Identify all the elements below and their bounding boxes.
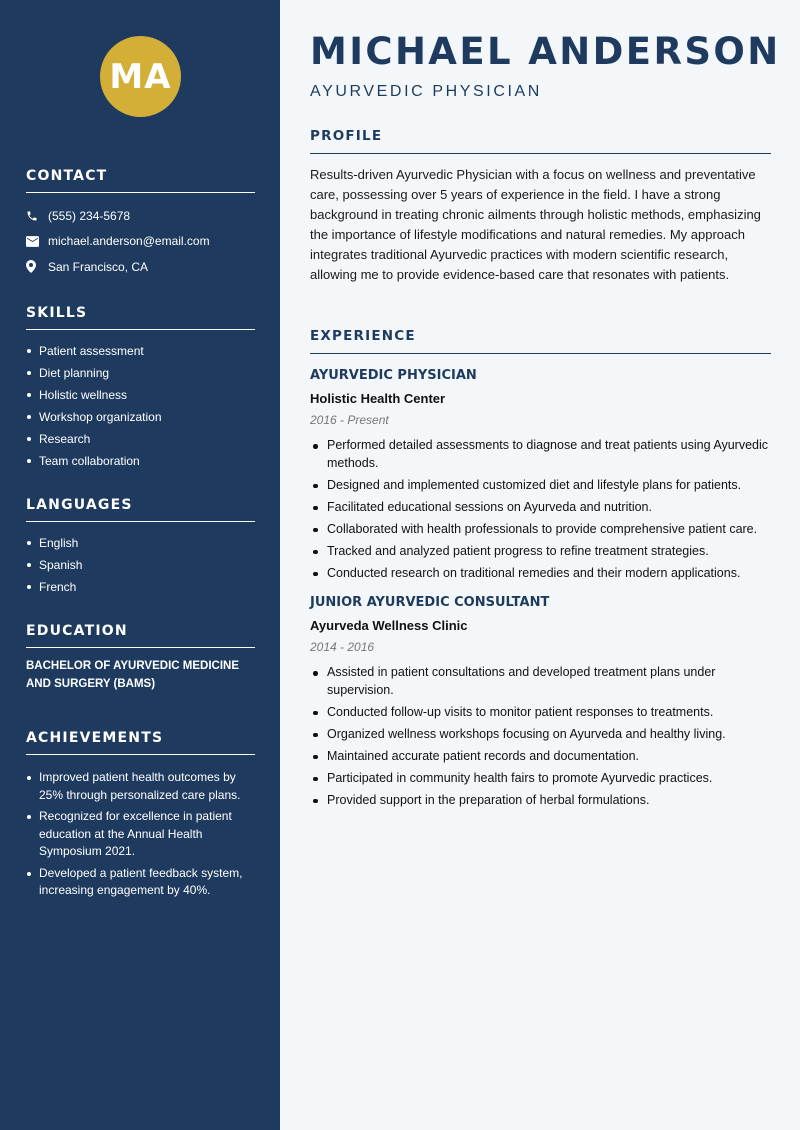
skill-item: Holistic wellness: [26, 384, 255, 406]
languages-list: [26, 532, 255, 598]
achievement-item: Improved patient health outcomes by 25% through personalized care plans.: [26, 769, 255, 804]
profile-section: [310, 128, 771, 286]
job-entry: [310, 367, 771, 582]
profile-heading: PROFILE: [310, 128, 771, 154]
achievement-item: Developed a patient feedback system, increasing engagement by 40%.: [26, 865, 255, 900]
job-bullet: Maintained accurate patient records and documentation.: [310, 748, 771, 766]
languages-heading: LANGUAGES: [26, 497, 255, 522]
job-bullet: Facilitated educational sessions on Ayurveda and nutrition.: [310, 499, 771, 517]
job-bullet: Assisted in patient consultations and developed treatment plans under supervision.: [310, 664, 771, 699]
skill-item: Research: [26, 428, 255, 450]
education-heading: EDUCATION: [26, 623, 255, 648]
degree-title: BACHELOR OF AYURVEDIC MEDICINE AND SURGERY (BAMS): [26, 660, 239, 690]
job-bullets: [310, 664, 771, 809]
contact-location: [26, 254, 255, 280]
skill-item: Patient assessment: [26, 340, 255, 362]
language-item: French: [26, 576, 255, 598]
education-section: [26, 623, 255, 693]
contact-section: [26, 168, 255, 280]
phone-text: (555) 234-5678: [48, 208, 131, 223]
skills-section: [26, 305, 255, 472]
achievements-heading: ACHIEVEMENTS: [26, 730, 255, 755]
job-bullet: Organized wellness workshops focusing on Ayurveda and healthy living.: [310, 726, 771, 744]
language-item: English: [26, 532, 255, 554]
achievement-item: Recognized for excellence in patient education at the Annual Health Symposium 2021.: [26, 808, 255, 861]
job-dates: 2014 - 2016: [310, 640, 375, 654]
contact-email: [26, 229, 255, 255]
job-bullet: Conducted follow-up visits to monitor patient responses to treatments.: [310, 704, 771, 722]
skill-item: Team collaboration: [26, 450, 255, 472]
candidate-name: MICHAEL ANDERSON: [310, 30, 781, 73]
avatar: MA: [100, 36, 181, 117]
language-item: Spanish: [26, 554, 255, 576]
languages-section: [26, 497, 255, 598]
company-name: Ayurveda Wellness Clinic: [310, 618, 468, 633]
job-bullets: [310, 437, 771, 582]
skills-heading: SKILLS: [26, 305, 255, 330]
skill-item: Workshop organization: [26, 406, 255, 428]
location-pin-icon: [26, 260, 48, 273]
job-entry: [310, 594, 771, 809]
job-title-header: AYURVEDIC PHYSICIAN: [310, 83, 542, 100]
location-text: San Francisco, CA: [48, 259, 149, 274]
job-bullet: Tracked and analyzed patient progress to refine treatment strategies.: [310, 543, 771, 561]
job-title: AYURVEDIC PHYSICIAN: [310, 368, 477, 383]
skills-list: [26, 340, 255, 472]
contact-phone: [26, 203, 255, 229]
email-icon: [26, 236, 48, 247]
job-bullet: Performed detailed assessments to diagnose and treat patients using Ayurvedic methods.: [310, 437, 771, 472]
sidebar: [0, 0, 280, 1130]
skill-item: Diet planning: [26, 362, 255, 384]
contact-heading: CONTACT: [26, 168, 255, 193]
achievements-section: [26, 730, 255, 904]
job-bullet: Provided support in the preparation of herbal formulations.: [310, 792, 771, 810]
company-name: Holistic Health Center: [310, 391, 446, 406]
phone-icon: [26, 210, 48, 222]
profile-text: Results-driven Ayurvedic Physician with a focus on wellness and preventative care, possessing over 5 years of experience in the field. I have a strong background in treating chronic ailments through holistic methods, emphasizing the importance of lifestyle modifications and natural remedies. My approach integrates traditional Ayurvedic practices with modern scientific research, allowing me to provide evidence-based care that resonates with patients.: [310, 167, 761, 283]
job-bullet: Participated in community health fairs to promote Ayurvedic practices.: [310, 770, 771, 788]
job-title: JUNIOR AYURVEDIC CONSULTANT: [310, 595, 550, 610]
email-text[interactable]: michael.anderson@email.com: [48, 234, 210, 249]
achievements-list: [26, 769, 255, 900]
job-dates: 2016 - Present: [310, 413, 389, 427]
job-bullet: Conducted research on traditional remedies and their modern applications.: [310, 565, 771, 583]
job-bullet: Collaborated with health professionals to provide comprehensive patient care.: [310, 521, 771, 539]
experience-section: [310, 328, 771, 814]
job-bullet: Designed and implemented customized diet and lifestyle plans for patients.: [310, 477, 771, 495]
experience-heading: EXPERIENCE: [310, 328, 771, 354]
